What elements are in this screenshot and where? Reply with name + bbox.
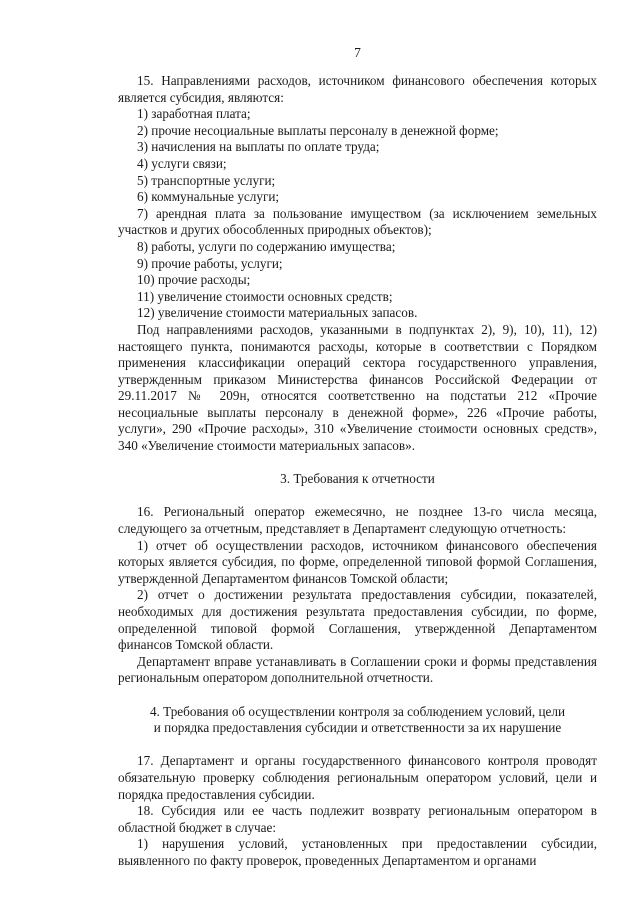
paragraph-18: 18. Субсидия или ее часть подлежит возврату региональным оператором в областной бюджет в случае: — [118, 803, 597, 835]
spacer — [118, 488, 597, 505]
paragraph-17: 17. Департамент и органы государственного финансового контроля проводят обязательную проверку соблюдения региональным оператором условий, цели и порядка предоставления субсидии. — [118, 753, 597, 802]
list-item: 6) коммунальные услуги; — [137, 189, 280, 205]
section-3-heading: 3. Требования к отчетности — [280, 471, 435, 487]
paragraph-15-note: Под направлениями расходов, указанными в подпунктах 2), 9), 10), 11), 12) настоящего пункта, понимаются расходы, которые в соответствии с Порядком применения классификации операций сектора государственного управления, утвержденным приказом Министерства финансов Российской Федерации от 29.11.2017 № 209н, относятся соответственно на подстатьи 212 «Прочие несоциальные выплаты персоналу в денежной форме», 226 «Прочие работы, услуги», 290 «Прочие расходы», 310 «Увеличение стоимости основных средств», 340 «Увеличение стоимости материальных запасов». — [118, 321, 597, 454]
section-4-heading-line-1: 4. Требования об осуществлении контроля за соблюдением условий, цели — [149, 703, 566, 719]
section-4-heading-line-2: и порядка предоставления субсидии и ответственности за их нарушение — [153, 720, 562, 736]
list-item: 4) услуги связи; — [137, 155, 227, 171]
list-item: 8) работы, услуги по содержанию имущества; — [137, 238, 396, 254]
list-item: 9) прочие работы, услуги; — [137, 255, 283, 271]
paragraph-16-item-2: 2) отчет о достижении результата предоставления субсидии, показателей, необходимых для достижения результата предоставления субсидии, по форме, определенной типовой формой Соглашения, утвержденной Департаментом финансов Томской области. — [118, 587, 597, 653]
list-item: 11) увеличение стоимости основных средств; — [137, 288, 393, 304]
list-item: 3) начисления на выплаты по оплате труда; — [137, 139, 380, 155]
list-item: 7) арендная плата за пользование имуществом (за исключением земельных участков и других обособленных природных объектов); — [118, 205, 597, 238]
paragraph-16-note: Департамент вправе устанавливать в Соглашении сроки и формы представления региональным оператором дополнительной отчетности. — [118, 653, 597, 686]
list-item: 10) прочие расходы; — [137, 272, 251, 288]
page-number: 7 — [354, 45, 361, 60]
spacer — [118, 737, 597, 754]
paragraph-15-intro: 15. Направлениями расходов, источником финансового обеспечения которых является субсидия, являются: — [118, 73, 597, 105]
spacer — [118, 687, 597, 704]
paragraph-16-item-1: 1) отчет об осуществлении расходов, источником финансового обеспечения которых является субсидия, по форме, определенной типовой формой Соглашения, утвержденной Департаментом финансов Томской области; — [118, 537, 597, 586]
spacer — [118, 455, 597, 472]
list-item: 5) транспортные услуги; — [137, 172, 276, 188]
list-item: 1) заработная плата; — [137, 106, 251, 122]
list-item: 2) прочие несоциальные выплаты персоналу в денежной форме; — [137, 122, 499, 138]
list-item: 12) увеличение стоимости материальных запасов. — [137, 305, 418, 321]
paragraph-18-item-1: 1) нарушения условий, установленных при предоставлении субсидии, выявленного по факту проверок, проведенных Департаментом и органами — [118, 836, 597, 868]
paragraph-16: 16. Региональный оператор ежемесячно, не позднее 13-го числа месяца, следующего за отчетным, представляет в Департамент следующую отчетность: — [118, 504, 597, 537]
